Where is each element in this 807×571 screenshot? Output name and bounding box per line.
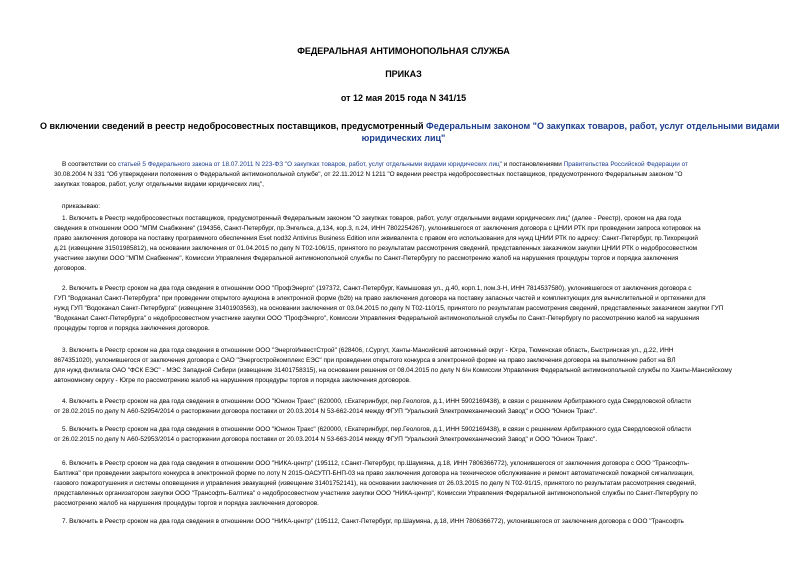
order-item-2-line: нужд ГУП "Водоканал Санкт-Петербурга" (извещение 31401903563), на основании заключения от 03.04.2015 по делу N Т02-110/15, принятого по результатам рассмотрения сведений, представленных заказчиком закупки ГУП (54, 305, 724, 312)
order-item-1-line: 1. Включить в Реестр недобросовестных поставщиков, предусмотренный Федеральным законом "О закупках товаров, работ, услуг отдельными видами юридических лиц" (далее - Реестр), сроком на два года (62, 215, 682, 222)
order-item-6-line: представленных организатором закупки ООО "Трансофть-Балтика" о недобросовестном участнике закупки ООО "НИКА-центр", Комиссии Управления Федеральной антимонопольной службы по Санкт-Петербургу по (54, 490, 698, 497)
order-item-6-line: Балтика" при проведении закрытого конкурса в электронной форме по лоту N 2015-ОАСУТП-БНП-03 на право заключения договора на техническое обслуживание и ремонт автоматической пожарной сигнализации, (54, 470, 694, 477)
order-item-1-line: участнике закупки ООО "МПМ Снабжение", Комиссии Управления Федеральной антимонопольной службы по Санкт-Петербургу по рассмотрению жалоб на нарушения процедуры торгов и порядка заключения (54, 255, 679, 262)
preamble-text: В соответствии со (62, 161, 118, 168)
order-item-3-line: 8674351020), уклонившегося от заключения договора с ОАО "Энергостройкомплекс ЕЭС" при проведении открытого конкурса в электронной форме на право заключения договора на выполнение работ на ВЛ (54, 357, 676, 364)
order-item-6-line: 6. Включить в Реестр сроком на два года сведения в отношении ООО "НИКА-центр" (195112, г.Санкт-Петербург, пр.Шаумяна, д.18, ИНН 7806366772), уклонившегося от заключения договора с ООО "Трансофть- (62, 460, 690, 467)
order-item-7-line: 7. Включить в Реестр сроком на два года сведения в отношении ООО "НИКА-центр" (195112, Санкт-Петербург, пр.Шаумяна, д.18, ИНН 7806366772), уклонившегося от заключения договора с ООО "Трансофть (62, 518, 684, 525)
order-item-3-line: для нужд филиала ОАО "ФСК ЕЭС" - МЭС Западной Сибири (извещение 31401758315), на основании решения от 08.04.2015 по делу N 6/н Комиссии Управления Федеральной антимонопольной службы по Ханты-Мансийскому (54, 367, 732, 374)
order-title-line2 (0, 132, 807, 144)
order-item-4-line: 4. Включить в Реестр сроком на два года сведения в отношении ООО "Юнион Тракс" (620000, г.Екатеринбург, пер.Геологов, д.1, ИНН 5902169438), в связи с решением Арбитражного суда Свердловской области (62, 398, 691, 405)
order-item-6-line: газового пожаротушения и системы оповещения и управления эвакуацией (извещение 31401752141), на основании заключения от 26.03.2015 по делу N Т02-91/15, принятого по результатам рассмотрения сведений, (54, 480, 697, 487)
preamble-line-2: 30.08.2004 N 331 "Об утверждении положения о Федеральной антимонопольной службе", от 22.11.2012 N 1211 "О ведении реестра недобросовестных поставщиков, предусмотренного Федеральным законом "О (54, 171, 683, 178)
agency-heading: ФЕДЕРАЛЬНАЯ АНТИМОНОПОЛЬНАЯ СЛУЖБА (297, 46, 510, 56)
law-article-link[interactable]: статьей 5 Федерального закона от 18.07.2011 N 223-ФЗ "О закупках товаров, работ, услуг отдельными видами юридических лиц" (117, 161, 502, 168)
order-item-5-line: от 26.02.2015 по делу N А60-52953/2014 о расторжении договора поставки от 20.03.2014 N 53-663-2014 между ФГУП "Уральский Электромеханический Завод" и ООО "Юнион Тракс". (54, 436, 598, 443)
order-item-3-line: автономному округу - Югре по рассмотрению жалоб на нарушения процедуры торгов и порядка заключения договоров. (54, 377, 411, 384)
order-item-2-line: ГУП "Водоканал Санкт-Петербурга" при проведении открытого аукциона в электронной форме (b2b) на право заключения договора на поставку запасных частей и комплектующих для вычислительной и оргтехники для (54, 295, 706, 302)
order-item-1-line: право заключения договора на поставку программного обеспечения Eset nod32 Antivirus Business Edition или эквивалента с правом его использования для нужд ЦНИИ РТК по адресу: Санкт-Петербург, пр.Тихорецкий (54, 235, 698, 242)
order-item-6-line: рассмотрению жалоб на нарушения процедуры торгов и порядка заключения договоров. (54, 500, 319, 507)
order-item-4-line: от 28.02.2015 по делу N А60-52954/2014 о расторжении договора поставки от 20.03.2014 N 53-662-2014 между ФГУП "Уральский Электромеханический Завод" и ООО "Юнион Тракс". (54, 408, 598, 415)
order-item-5-line: 5. Включить в Реестр сроком на два года сведения в отношении ООО "Юнион Тракс" (620000, г.Екатеринбург, пер.Геологов, д.1, ИНН 5902169438), в связи с решением Арбитражного суда Свердловской области (62, 426, 691, 433)
order-item-2-line: процедуры торгов и порядка заключения договоров. (54, 325, 210, 332)
preamble-line-3: закупках товаров, работ, услуг отдельными видами юридических лиц", (54, 181, 264, 188)
law-link-title[interactable]: Федеральным законом "О закупках товаров, работ, услуг отдельными видами (426, 121, 780, 131)
order-title-line1 (40, 120, 807, 132)
government-decree-link[interactable]: Правительства Российской Федерации от (563, 161, 688, 168)
order-item-1-line: договоров. (54, 265, 87, 272)
order-item-1-line: д.21 (извещение 31501985812), на основании заключения от 01.04.2015 по делу N Т02-106/15, принятого по результатам рассмотрения сведений, представленных заказчиком закупки ЦНИИ РТК о недобросовестном (54, 245, 698, 252)
order-item-1-line: сведения в отношении ООО "МПМ Снабжение" (194356, Санкт-Петербург, пр.Энгельса, д.134, кор.3, п.24, ИНН 7802254267), уклонившегося от заключения договора с ЦНИИ РТК при проведении запроса котировок на (54, 225, 701, 232)
order-word: приказываю: (62, 203, 100, 210)
order-item-2-line: "Водоканал Санкт-Петербурга" о недобросовестном участнике закупки ООО "ПрофЭнерго", Комиссии Управления Федеральной антимонопольной службы по Санкт-Петербургу по рассмотрению жалоб на нарушения (54, 315, 700, 322)
law-link-title-cont[interactable]: юридических лиц" (361, 133, 446, 143)
doc-type-heading: ПРИКАЗ (385, 69, 422, 79)
order-title-text: О включении сведений в реестр недобросовестных поставщиков, предусмотренный (40, 121, 427, 131)
preamble-text: и постановлениями (501, 161, 564, 168)
order-item-3-line: 3. Включить в Реестр сроком на два года сведения в отношении ООО "ЭнергоИнвестСтрой" (628406, г.Сургут, Ханты-Мансийский автономный округ - Югра, Тюменская область, Быстринская ул., д.22, ИНН (62, 347, 674, 354)
date-number-heading: от 12 мая 2015 года N 341/15 (340, 93, 467, 103)
preamble-line-1 (62, 161, 688, 169)
order-item-2-line: 2. Включить в Реестр сроком на два года сведения в отношении ООО "ПрофЭнерго" (197372, Санкт-Петербург, Камышовая ул., д.40, корп.1, пом.3-Н, ИНН 7814537580), уклонившегося от заключения договора с (62, 285, 692, 292)
